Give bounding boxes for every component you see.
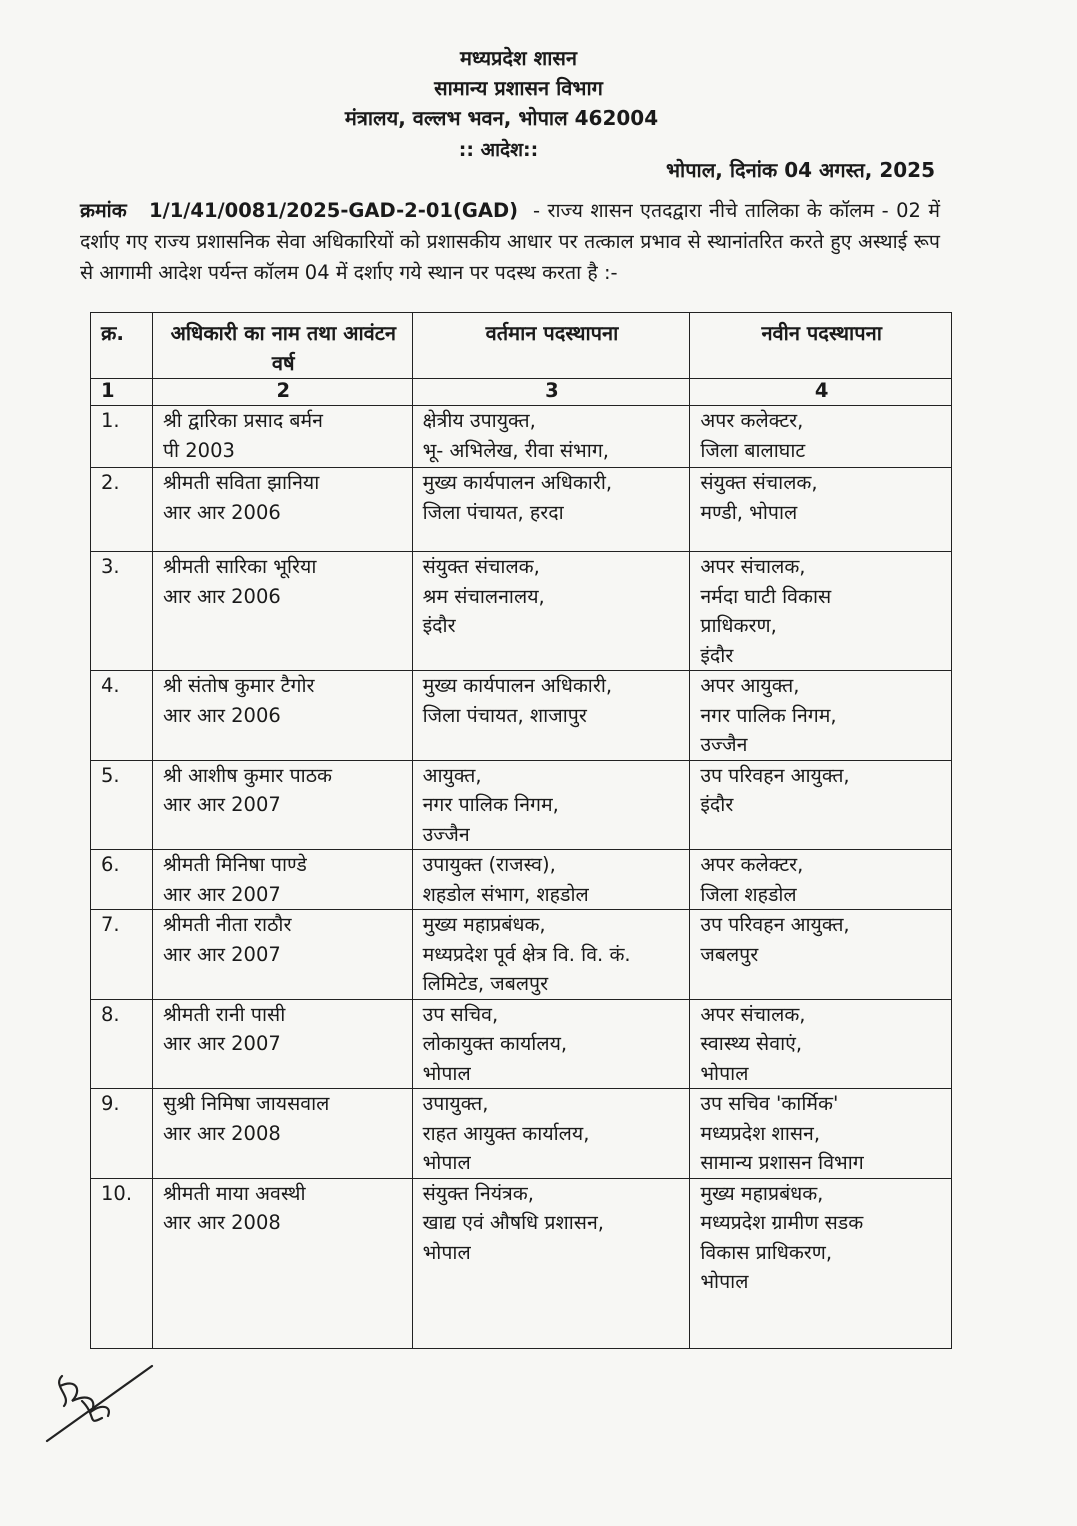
officer-batch: आर आर 2006 [162,584,281,608]
transfer-table [90,312,952,1349]
current-posting-line: भू- अभिलेख, रीवा संभाग, [422,438,609,462]
signature [42,1356,172,1446]
cell-new-posting [690,1089,952,1179]
cell-new-posting [690,910,952,1000]
new-posting-line: अपर संचालक, [700,1002,806,1026]
current-posting-line: जिला पंचायत, शाजापुर [422,703,587,727]
current-posting-line: भोपाल [422,1240,471,1264]
officer-name: श्रीमती सविता झानिया [162,471,320,494]
cell-officer [152,406,412,468]
cell-current-posting [412,671,690,761]
cell-new-posting [690,468,952,552]
current-posting-line: लोकायुक्त कार्यालय, [422,1032,568,1055]
officer-name: श्रीमती माया अवस्थी [162,1181,306,1205]
new-posting-line: जिला बालाघाट [700,438,806,462]
officer-batch: आर आर 2007 [162,882,281,906]
header-officer-name: अधिकारी का नाम तथा आवंटन वर्ष [152,313,412,379]
cell-officer [152,760,412,850]
table-row [91,850,952,910]
cell-serial: 4. [91,671,153,761]
current-posting-line: मुख्य महाप्रबंधक, [422,913,546,936]
current-posting-line: जिला पंचायत, हरदा [422,500,564,524]
header-order-title: :: आदेश:: [458,139,539,161]
new-posting-line: उप परिवहन आयुक्त, [700,913,850,936]
new-posting-line: अपर आयुक्त, [700,674,800,697]
officer-batch: आर आर 2008 [162,1121,281,1145]
officer-batch: आर आर 2008 [162,1211,281,1234]
officer-name: श्रीमती नीता राठौर [162,913,292,936]
officer-name: श्री संतोष कुमार टैगोर [162,674,315,697]
cell-serial: 7. [91,910,153,1000]
new-posting-line: अपर संचालक, [700,555,806,578]
table-row [91,406,952,468]
cell-new-posting [690,406,952,468]
table-body [91,406,952,1349]
column-number: 4 [690,379,952,406]
new-posting-line: नर्मदा घाटी विकास [700,584,832,608]
new-posting-line: मध्यप्रदेश ग्रामीण सडक [700,1211,864,1234]
cell-serial: 9. [91,1089,153,1179]
new-posting-line: विकास प्राधिकरण, [700,1240,833,1264]
cell-new-posting [690,552,952,671]
new-posting-line: मण्डी, भोपाल [700,500,798,524]
cell-officer [152,850,412,910]
officer-batch: आर आर 2007 [162,1032,281,1055]
header-current-posting: वर्तमान पदस्थापना [412,313,690,379]
header-government: मध्यप्रदेश शासन [459,46,578,70]
officer-name: श्रीमती सारिका भूरिया [162,555,317,578]
officer-name: श्री द्वारिका प्रसाद बर्मन [162,409,324,432]
order-body: - राज्य शासन एतदद्वारा नीचे तालिका के कॉलम - 02 में दर्शाए गए राज्य प्रशासनिक सेवा अधिकारियों को प्रशासकीय आधार पर तत्काल प्रभाव से स्थानांतरित करते हुए अस्थाई रूप से आगामी आदेश पर्यन्त कॉलम 04 में दर्शाए गये स्थान पर पदस्थ करता है :- [80,199,940,284]
officer-batch: पी 2003 [162,438,235,462]
new-posting-line: भोपाल [700,1061,749,1085]
cell-current-posting [412,1089,690,1179]
current-posting-line: आयुक्त, [422,763,482,787]
ref-number: 1/1/41/0081/2025-GAD-2-01(GAD) [149,199,519,222]
cell-current-posting [412,1178,690,1348]
officer-batch: आर आर 2007 [162,942,281,966]
current-posting-line: शहडोल संभाग, शहडोल [422,882,589,906]
table-row [91,760,952,850]
cell-current-posting [412,760,690,850]
new-posting-line: सामान्य प्रशासन विभाग [700,1151,864,1174]
current-posting-line: नगर पालिक निगम, [422,793,559,816]
table-row [91,468,952,552]
cell-current-posting [412,850,690,910]
cell-current-posting [412,910,690,1000]
current-posting-line: संयुक्त नियंत्रक, [422,1181,534,1205]
cell-serial: 1. [91,406,153,468]
new-posting-line: उज्जैन [700,733,748,756]
current-posting-line: राहत आयुक्त कार्यालय, [422,1121,590,1145]
column-number-row [91,379,952,406]
current-posting-line: उपायुक्त, [422,1092,489,1115]
table-row [91,552,952,671]
officer-name: सुश्री निमिषा जायसवाल [162,1092,330,1115]
column-number: 3 [412,379,690,406]
current-posting-line: इंदौर [422,614,456,637]
new-posting-line: इंदौर [700,643,734,667]
table-row [91,910,952,1000]
current-posting-line: मध्यप्रदेश पूर्व क्षेत्र वि. वि. कं. [422,942,631,966]
cell-serial: 8. [91,999,153,1089]
cell-serial: 10. [91,1178,153,1348]
cell-officer [152,1178,412,1348]
officer-batch: आर आर 2007 [162,793,281,816]
current-posting-line: उप सचिव, [422,1002,499,1026]
table-row [91,1178,952,1348]
new-posting-line: स्वास्थ्य सेवाएं, [700,1032,803,1055]
cell-new-posting [690,1178,952,1348]
new-posting-line: जिला शहडोल [700,882,797,906]
table-header-row [91,313,952,379]
cell-new-posting [690,999,952,1089]
new-posting-line: नगर पालिक निगम, [700,703,837,727]
column-number: 2 [152,379,412,406]
ref-label: क्रमांक [80,199,127,222]
new-posting-line: अपर कलेक्टर, [700,409,804,432]
cell-current-posting [412,468,690,552]
cell-serial: 2. [91,468,153,552]
cell-new-posting [690,671,952,761]
new-posting-line: जबलपुर [700,942,759,966]
officer-name: श्रीमती रानी पासी [162,1002,286,1026]
cell-officer [152,468,412,552]
current-posting-line: उज्जैन [422,822,470,846]
current-posting-line: उपायुक्त (राजस्व), [422,853,556,876]
table-row [91,1089,952,1179]
current-posting-line: संयुक्त संचालक, [422,555,540,578]
order-date: भोपाल, दिनांक 04 अगस्त, 2025 [665,158,935,182]
officer-batch: आर आर 2006 [162,703,281,727]
new-posting-line: मुख्य महाप्रबंधक, [700,1181,824,1205]
cell-current-posting [412,406,690,468]
cell-current-posting [412,999,690,1089]
cell-officer [152,1089,412,1179]
new-posting-line: भोपाल [700,1270,749,1293]
new-posting-line: उप सचिव 'कार्मिक' [700,1092,839,1115]
new-posting-line: प्राधिकरण, [700,614,777,637]
current-posting-line: लिमिटेड, जबलपुर [422,972,549,995]
new-posting-line: उप परिवहन आयुक्त, [700,763,850,787]
new-posting-line: संयुक्त संचालक, [700,471,818,494]
current-posting-line: भोपाल [422,1151,471,1174]
column-number: 1 [91,379,153,406]
officer-name: श्री आशीष कुमार पाठक [162,763,332,787]
table-row [91,671,952,761]
cell-new-posting [690,850,952,910]
header-address: मंत्रालय, वल्लभ भवन, भोपाल 462004 [344,106,659,130]
header-new-posting: नवीन पदस्थापना [690,313,952,379]
cell-serial: 5. [91,760,153,850]
cell-serial: 6. [91,850,153,910]
header-serial: क्र. [91,313,153,379]
cell-officer [152,671,412,761]
order-paragraph [80,195,940,288]
table-row [91,999,952,1089]
current-posting-line: भोपाल [422,1061,471,1085]
cell-officer [152,552,412,671]
current-posting-line: मुख्य कार्यपालन अधिकारी, [422,674,613,697]
cell-officer [152,910,412,1000]
current-posting-line: खाद्य एवं औषधि प्रशासन, [422,1211,604,1234]
new-posting-line: मध्यप्रदेश शासन, [700,1121,821,1145]
current-posting-line: मुख्य कार्यपालन अधिकारी, [422,471,613,494]
cell-current-posting [412,552,690,671]
officer-name: श्रीमती मिनिषा पाण्डे [162,853,307,876]
current-posting-line: श्रम संचालनालय, [422,584,545,608]
header-department: सामान्य प्रशासन विभाग [434,76,603,100]
current-posting-line: क्षेत्रीय उपायुक्त, [422,409,536,432]
cell-new-posting [690,760,952,850]
new-posting-line: इंदौर [700,793,734,816]
cell-serial: 3. [91,552,153,671]
new-posting-line: अपर कलेक्टर, [700,853,804,876]
cell-officer [152,999,412,1089]
officer-batch: आर आर 2006 [162,500,281,524]
